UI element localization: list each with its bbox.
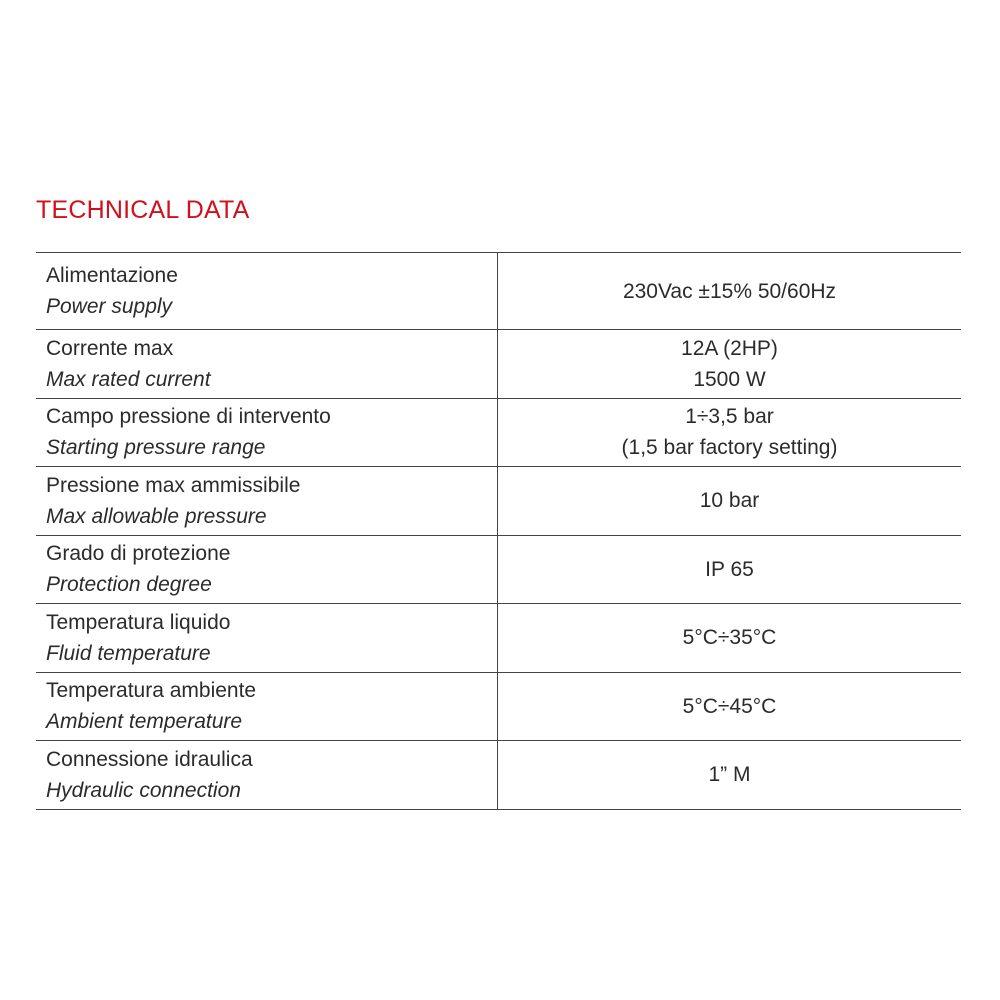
value-line: 10 bar	[699, 489, 760, 513]
table-row	[36, 536, 961, 605]
label-cell	[36, 536, 498, 604]
table-row	[36, 399, 961, 468]
label-english: Hydraulic connection	[46, 778, 241, 802]
table-row	[36, 604, 961, 673]
label-english: Protection degree	[46, 573, 212, 597]
table-row	[36, 673, 961, 742]
value-cell	[498, 399, 961, 467]
label-english: Fluid temperature	[46, 641, 211, 665]
label-italian: Connessione idraulica	[46, 747, 253, 771]
value-cell	[498, 536, 961, 604]
label-italian: Grado di protezione	[46, 542, 231, 566]
label-cell	[36, 741, 498, 809]
value-line: 1” M	[708, 763, 751, 787]
label-english: Max rated current	[46, 367, 211, 391]
page-title: TECHNICAL DATA	[36, 196, 250, 224]
label-english: Ambient temperature	[46, 710, 243, 734]
label-cell	[36, 604, 498, 672]
label-italian: Pressione max ammissibile	[46, 473, 301, 497]
value-cell	[498, 330, 961, 398]
label-cell	[36, 467, 498, 535]
value-line: 12A (2HP)	[681, 336, 778, 360]
value-cell	[498, 467, 961, 535]
value-line: 5°C÷35°C	[682, 626, 777, 650]
value-line: (1,5 bar factory setting)	[621, 436, 838, 460]
value-cell	[498, 253, 961, 329]
value-cell	[498, 741, 961, 809]
table-row	[36, 741, 961, 810]
table-row	[36, 467, 961, 536]
label-italian: Campo pressione di intervento	[46, 405, 331, 429]
table-row	[36, 253, 961, 330]
value-line: 230Vac ±15% 50/60Hz	[622, 279, 837, 303]
label-cell	[36, 673, 498, 741]
label-cell	[36, 253, 498, 329]
label-italian: Alimentazione	[46, 264, 178, 287]
label-english: Power supply	[46, 295, 173, 318]
label-italian: Corrente max	[46, 336, 174, 360]
value-line: IP 65	[705, 557, 754, 581]
table-row	[36, 330, 961, 399]
value-line: 1500 W	[693, 367, 766, 391]
value-line: 1÷3,5 bar	[685, 405, 774, 429]
value-cell	[498, 673, 961, 741]
label-italian: Temperatura ambiente	[46, 679, 257, 703]
value-line: 5°C÷45°C	[682, 694, 777, 718]
label-cell	[36, 399, 498, 467]
value-cell	[498, 604, 961, 672]
label-italian: Temperatura liquido	[46, 610, 231, 634]
label-cell	[36, 330, 498, 398]
label-english: Starting pressure range	[46, 436, 266, 460]
label-english: Max allowable pressure	[46, 504, 267, 528]
technical-data-table	[36, 252, 961, 810]
